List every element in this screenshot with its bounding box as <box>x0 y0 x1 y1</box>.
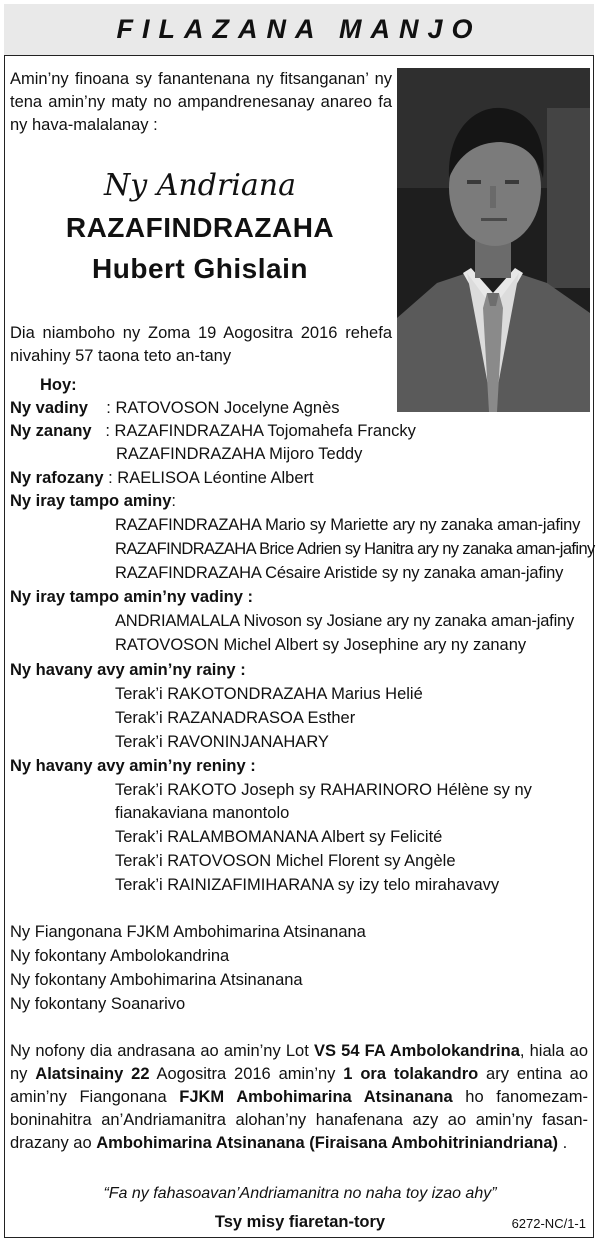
paternal-relative-item: Terak’i RAVONINJANAHARY <box>115 733 329 751</box>
maternal-relative-item: Terak’i RALAMBOMANANA Albert sy Felicité <box>115 828 443 846</box>
community-item: Ny fokontany Soanarivo <box>10 995 186 1013</box>
siblings-line: Ny iray tampo aminy: <box>10 492 176 510</box>
funeral-date: Alatsinainy 22 <box>35 1065 150 1083</box>
children-name-2: RAZAFINDRAZAHA Mijoro Teddy <box>116 445 363 463</box>
notice-title: FILAZANA MANJO <box>116 14 482 44</box>
funeral-church: FJKM Ambohimarina Atsinanana <box>179 1088 453 1106</box>
paternal-relative-item: Terak’i RAKOTONDRAZAHA Marius Helié <box>115 685 423 703</box>
spouse-sibling-item: ANDRIAMALALA Nivoson sy Josiane ary ny zanaka aman-jafiny <box>115 612 575 630</box>
community-item: Ny Fiangonana FJKM Ambohimarina Atsinanana <box>10 923 366 941</box>
funeral-location: VS 54 FA Ambolokandrina <box>313 1042 520 1060</box>
sibling-item: RAZAFINDRAZAHA Brice Adrien sy Hanitra ary ny zanaka aman-jafiny <box>115 540 595 558</box>
in-laws-label: Ny rafozany <box>10 469 104 487</box>
children-line <box>10 420 416 442</box>
funeral-time: 1 ora tolakandro <box>343 1065 479 1083</box>
portrait-photo <box>397 68 590 412</box>
spouse-label: Ny vadiny <box>10 399 88 417</box>
deceased-surname: RAZAFINDRAZAHA <box>65 212 335 243</box>
community-item: Ny fokontany Ambohimarina Atsinanana <box>10 971 303 989</box>
closing-quote: “Fa ny fahasoavan’Andriamanitra no naha toy izao ahy” <box>103 1185 497 1202</box>
funeral-text: ary entina ao amin’ny Fiangonana <box>10 1065 588 1106</box>
hoy-label: Hoy: <box>40 376 77 394</box>
no-condolence-note: Tsy misy fiaretan-tory <box>214 1213 386 1231</box>
intro-text: Amin’ny finoana sy fanantenana ny fitsanganan’ ny tena amin’ny maty no ampandrenesanay anareo fa ny hava-malalanay : <box>10 70 392 134</box>
maternal-relative-item: fianakaviana manontolo <box>115 804 290 822</box>
deceased-given-names: Hubert Ghislain <box>92 253 308 284</box>
funeral-text: Ny nofony dia andrasana ao amin’ny Lot <box>10 1042 314 1060</box>
in-laws-name: : RAELISOA Léontine Albert <box>108 469 314 487</box>
funeral-text: Aogositra 2016 amin’ny <box>149 1065 344 1083</box>
maternal-relatives-label: Ny havany avy amin’ny reniny : <box>10 757 256 775</box>
honorific-prefix: Ny Andriana <box>104 168 296 203</box>
sibling-item: RAZAFINDRAZAHA Césaire Aristide sy ny zanaka aman-jafiny <box>115 564 564 582</box>
spouse-line <box>10 397 340 419</box>
funeral-text: . <box>558 1134 568 1152</box>
children-label: Ny zanany <box>10 422 92 440</box>
funeral-text: , hiala ao ny <box>10 1042 588 1083</box>
paternal-relatives-label: Ny havany avy amin’ny rainy : <box>10 661 246 679</box>
spouse-siblings-label: Ny iray tampo amin’ny vadiny : <box>10 588 253 606</box>
spouse-name: : RATOVOSON Jocelyne Agnès <box>106 399 340 417</box>
children-name-1: : RAZAFINDRAZAHA Tojomahefa Francky <box>105 422 416 440</box>
in-laws-line <box>10 467 314 489</box>
reference-number: 6272-NC/1-1 <box>511 1216 586 1231</box>
spouse-sibling-item: RATOVOSON Michel Albert sy Josephine ary ny zanany <box>115 636 527 654</box>
paternal-relative-item: Terak’i RAZANADRASOA Esther <box>115 709 356 727</box>
maternal-relative-item: Terak’i RAKOTO Joseph sy RAHARINORO Hélène sy ny <box>115 781 532 799</box>
community-item: Ny fokontany Ambolokandrina <box>10 947 230 965</box>
death-notice-text: Dia niamboho ny Zoma 19 Aogositra 2016 rehefa nivahiny 57 taona teto an-tany <box>10 324 392 365</box>
funeral-details <box>10 1040 588 1155</box>
funeral-text: ho fanomezam-boninahitra an’Andriamanitra alohan’ny hanafenana azy ao amin’ny fasan-drazany ao <box>10 1088 588 1152</box>
siblings-label: Ny iray tampo aminy <box>10 492 172 510</box>
burial-place: Ambohimarina Atsinanana (Firaisana Ambohitriniandriana) <box>96 1134 559 1152</box>
sibling-item: RAZAFINDRAZAHA Mario sy Mariette ary ny zanaka aman-jafiny <box>115 516 581 534</box>
maternal-relative-item: Terak’i RAINIZAFIMIHARANA sy izy telo mirahavavy <box>115 876 500 894</box>
maternal-relative-item: Terak’i RATOVOSON Michel Florent sy Angèle <box>115 852 456 870</box>
notice-header <box>4 4 594 56</box>
